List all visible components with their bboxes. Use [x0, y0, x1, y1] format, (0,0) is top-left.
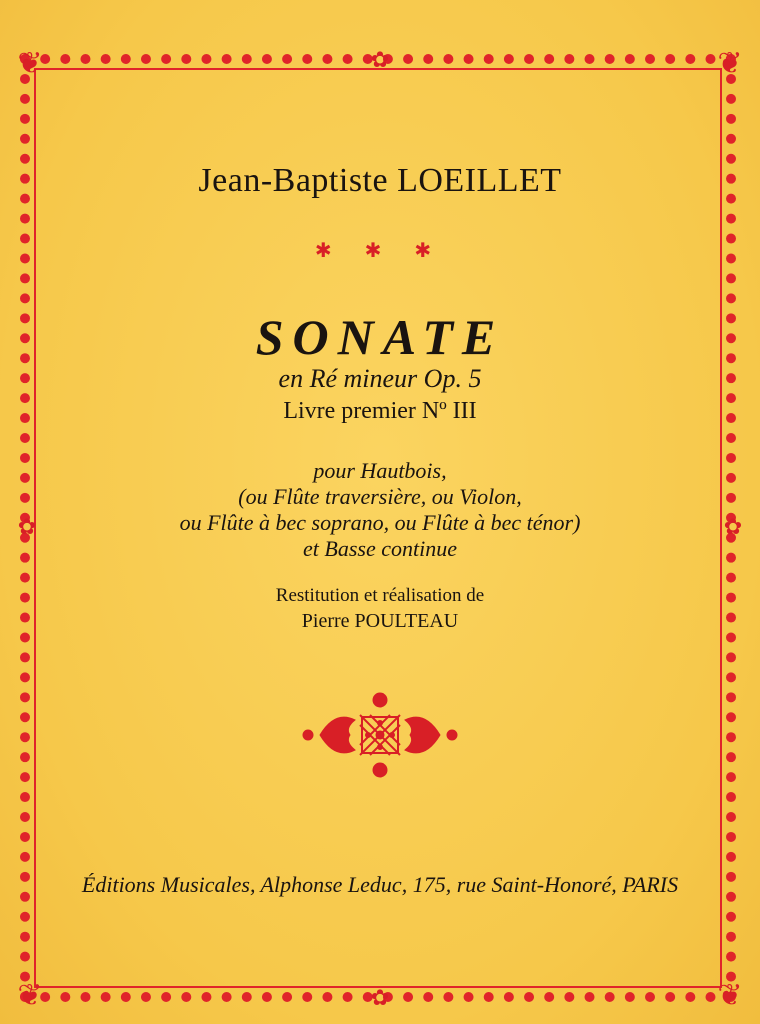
rosette-ornament-icon: ✿: [370, 985, 390, 1010]
key-opus: en Ré mineur Op. 5: [278, 364, 482, 393]
corner-ornament-icon: ❦: [717, 979, 743, 1012]
instrumentation-line: et Basse continue: [303, 536, 457, 561]
rosette-ornament-icon: ✿: [17, 514, 37, 539]
instrumentation-line: ou Flûte à bec soprano, ou Flûte à bec ténor): [179, 510, 581, 535]
editor-name: Pierre POULTEAU: [301, 610, 459, 632]
book-number: Livre premier Nº III: [283, 398, 477, 424]
instrumentation-line: pour Hautbois,: [313, 458, 447, 483]
composer-name: Jean-Baptiste LOEILLET: [198, 162, 562, 199]
instrumentation-line: (ou Flûte traversière, ou Violon,: [238, 484, 522, 509]
rosette-ornament-icon: ✿: [723, 514, 743, 539]
corner-ornament-icon: ❦: [17, 979, 43, 1012]
floral-ornament-icon: [300, 690, 460, 780]
corner-ornament-icon: ❦: [17, 47, 43, 80]
rosette-ornament-icon: ✿: [370, 47, 390, 72]
credit-line: Restitution et réalisation de: [275, 585, 485, 606]
corner-ornament-icon: ❦: [717, 47, 743, 80]
star-separator-icon: ✱ ✱ ✱: [314, 240, 446, 262]
work-title: SONATE: [255, 309, 505, 365]
publisher-line: Éditions Musicales, Alphonse Leduc, 175, rue Saint-Honoré, PARIS: [81, 872, 679, 897]
